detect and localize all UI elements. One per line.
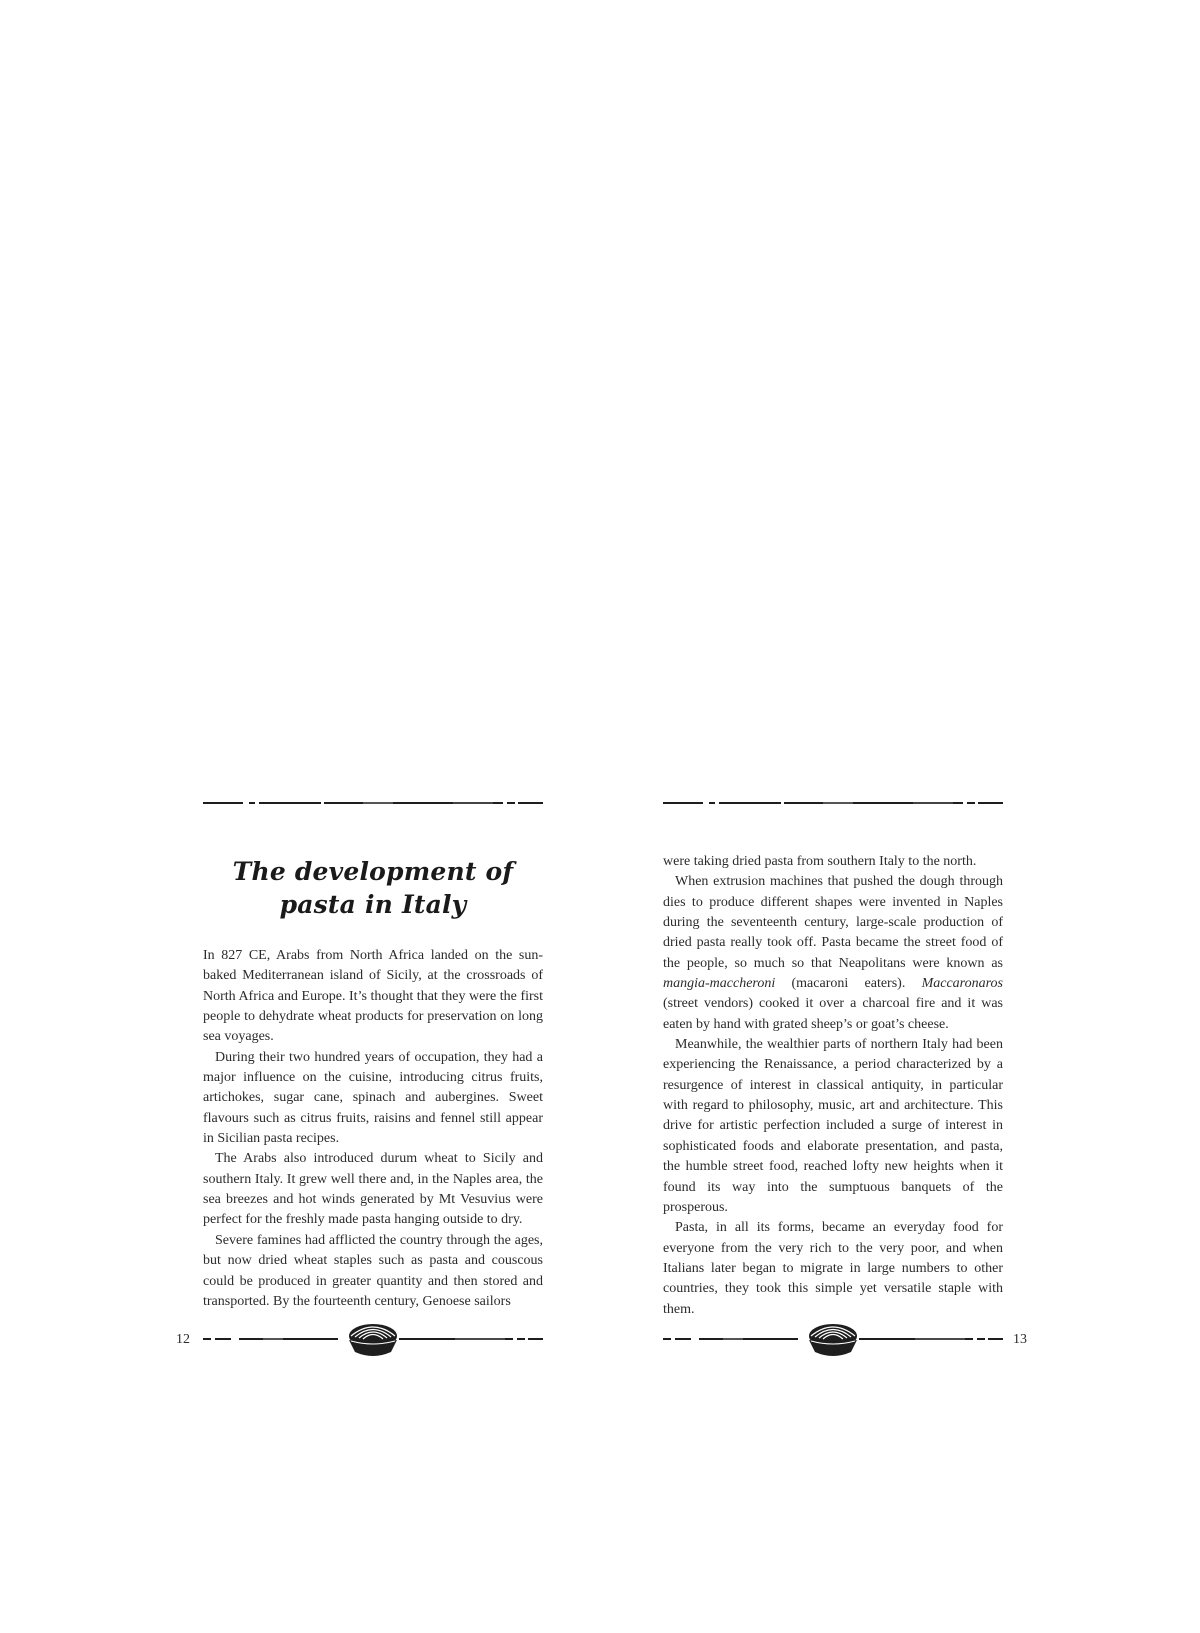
footer-ornament: [663, 1318, 1003, 1362]
pasta-bowl-icon: [805, 1320, 861, 1360]
paragraph: were taking dried pasta from southern Italy to the north.: [663, 854, 977, 869]
distressed-rule-top: [663, 800, 1003, 806]
italic-term: mangia-maccheroni: [663, 976, 776, 992]
heading-line-2: pasta in Italy: [279, 890, 467, 919]
distressed-rule-top: [203, 800, 543, 806]
paragraph-text: (macaroni eaters).: [775, 976, 922, 992]
paragraph-text: (street vendors) cooked it over a charcoal fire and it was eaten by hand with grated sheep’s or goat’s cheese.: [663, 996, 1003, 1032]
right-body-text: [663, 852, 1003, 1320]
paragraph: During their two hundred years of occupation, they had a major influence on the cuisine, introducing citrus fruits, artichokes, sugar cane, spinach and aubergines. Sweet flavours such as citrus fruits, raisins and fennel still appear in Sicilian pasta recipes.: [203, 1049, 543, 1147]
paragraph: The Arabs also introduced durum wheat to Sicily and southern Italy. It grew well there and, in the Naples area, the sea breezes and hot winds generated by Mt Vesuvius were perfect for the freshly made pasta hanging outside to dry.: [203, 1151, 543, 1228]
pasta-bowl-icon: [345, 1320, 401, 1360]
paragraph: Pasta, in all its forms, became an everyday food for everyone from the very rich to the very poor, and when Italians later began to migrate in large numbers to other countries, they took this simple yet versatile staple with them.: [663, 1220, 1003, 1317]
paragraph-text: When extrusion machines that pushed the dough through dies to produce different shapes were invented in Naples during the seventeenth century, large-scale production of dried pasta really took off. Pasta became the street food of the people, so much so that Neapolitans were known as: [663, 874, 1003, 971]
left-body-text: [203, 946, 543, 1312]
page-number: 12: [176, 1332, 190, 1347]
footer-ornament: [203, 1318, 543, 1362]
paragraph: Meanwhile, the wealthier parts of northern Italy had been experiencing the Renaissance, a period characterized by a resurgence of interest in classical antiquity, in particular with regard to philosophy, music, art and architecture. This drive for artistic perfection included a surge of interest in sophisticated foods and elaborate presentation, and pasta, the humble street food, reached lofty new heights when it found its way into the sumptuous banquets of the prosperous.: [663, 1037, 1003, 1215]
italic-term: Maccaronaros: [921, 976, 1003, 992]
paragraph: [663, 872, 1003, 1035]
page-number: 13: [1013, 1332, 1027, 1347]
paragraph: In 827 CE, Arabs from North Africa landed on the sun-baked Mediterranean island of Sicily, at the crossroads of North Africa and Europe. It’s thought that they were the first people to dehydrate wheat products for preservation on long sea voyages.: [203, 948, 543, 1045]
paragraph: Severe famines had afflicted the country through the ages, but now dried wheat staples such as pasta and couscous could be produced in greater quantity and then stored and transported. By the fourteenth century, Genoese sailors: [203, 1232, 543, 1309]
chapter-heading: [203, 855, 543, 921]
heading-line-1: The development of: [232, 857, 514, 886]
